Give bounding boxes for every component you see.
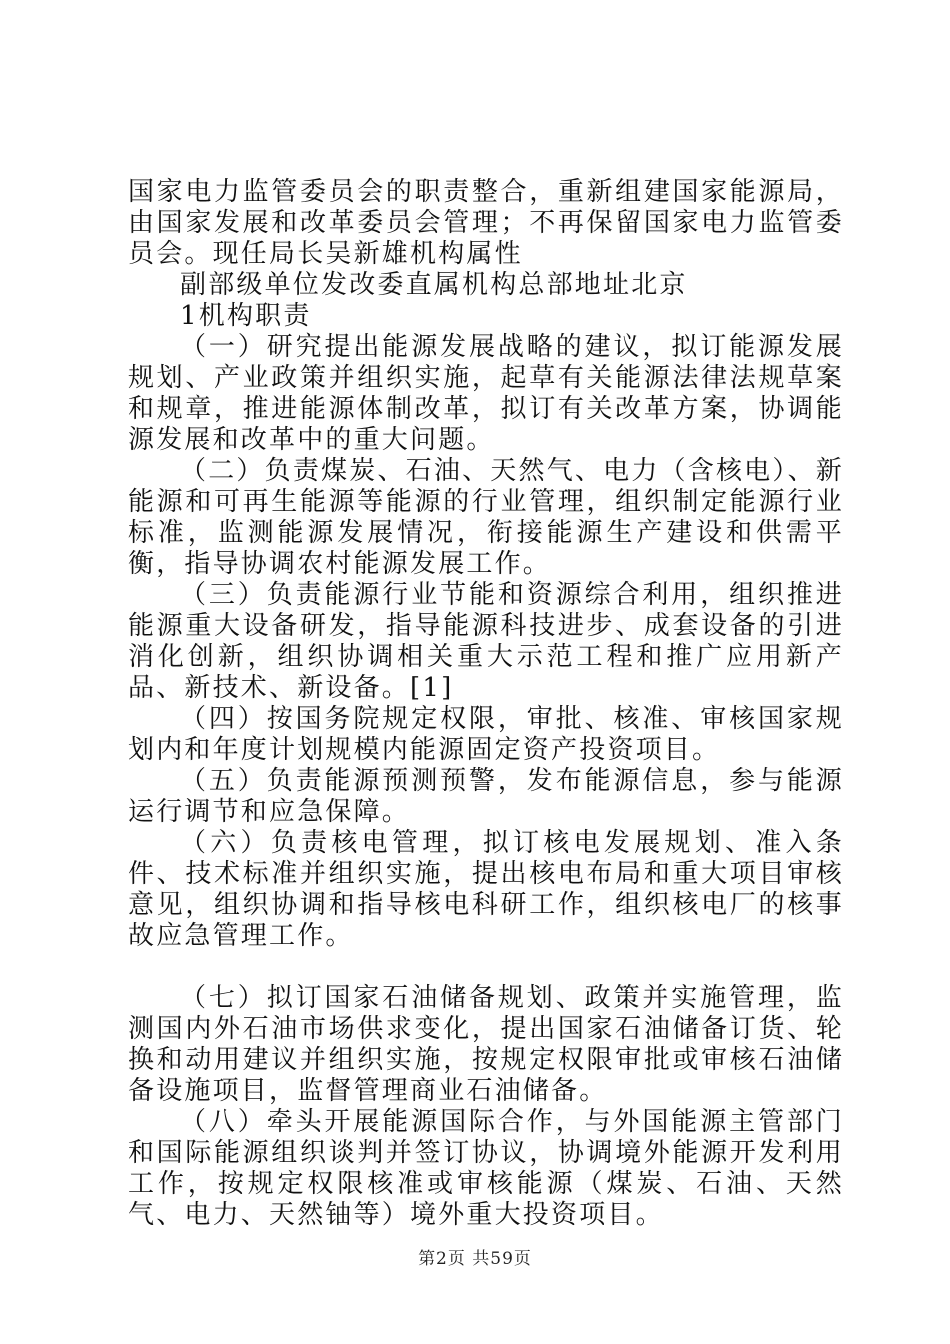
- paragraph-attributes: 副部级单位发改委直属机构总部地址北京: [180, 270, 688, 300]
- paragraph-intro: 国家电力监管委员会的职责整合，重新组建国家能源局，由国家发展和改革委员会管理；不再保留国家电力监管委员会。现任局长吴新雄机构属性: [128, 177, 844, 269]
- paragraph-duty-3: （三）负责能源行业节能和资源综合利用，组织推进能源重大设备研发，指导能源科技进步、成套设备的引进消化创新，组织协调相关重大示范工程和推广应用新产品、新技术、新设备。[1]: [128, 580, 844, 703]
- page-footer: 第2页 共59页: [418, 1249, 532, 1269]
- paragraph-duty-5: （五）负责能源预测预警，发布能源信息，参与能源运行调节和应急保障。: [128, 766, 844, 827]
- paragraph-duty-8: （八）牵头开展能源国际合作，与外国能源主管部门和国际能源组织谈判并签订协议，协调境外能源开发利用工作，按规定权限核准或审核能源（煤炭、石油、天然气、电力、天然铀等）境外重大投资项目。: [128, 1107, 844, 1230]
- document-body: [128, 177, 844, 1231]
- paragraph-duty-2: （二）负责煤炭、石油、天然气、电力（含核电）、新能源和可再生能源等能源的行业管理，组织制定能源行业标准，监测能源发展情况，衔接能源生产建设和供需平衡，指导协调农村能源发展工作。: [128, 456, 844, 579]
- paragraph-duty-1: （一）研究提出能源发展战略的建议，拟订能源发展规划、产业政策并组织实施，起草有关能源法律法规草案和规章，推进能源体制改革，拟订有关改革方案，协调能源发展和改革中的重大问题。: [128, 332, 844, 455]
- paragraph-duty-7: （七）拟订国家石油储备规划、政策并实施管理，监测国内外石油市场供求变化，提出国家石油储备订货、轮换和动用建议并组织实施，按规定权限审批或审核石油储备设施项目，监督管理商业石油储备。: [128, 983, 844, 1106]
- section-heading: 1机构职责: [180, 301, 312, 331]
- paragraph-duty-4: （四）按国务院规定权限，审批、核准、审核国家规划内和年度计划规模内能源固定资产投资项目。: [128, 704, 844, 765]
- paragraph-duty-6: （六）负责核电管理，拟订核电发展规划、准入条件、技术标准并组织实施，提出核电布局和重大项目审核意见，组织协调和指导核电科研工作，组织核电厂的核事故应急管理工作。: [128, 828, 844, 951]
- paragraph-spacer: [128, 952, 844, 983]
